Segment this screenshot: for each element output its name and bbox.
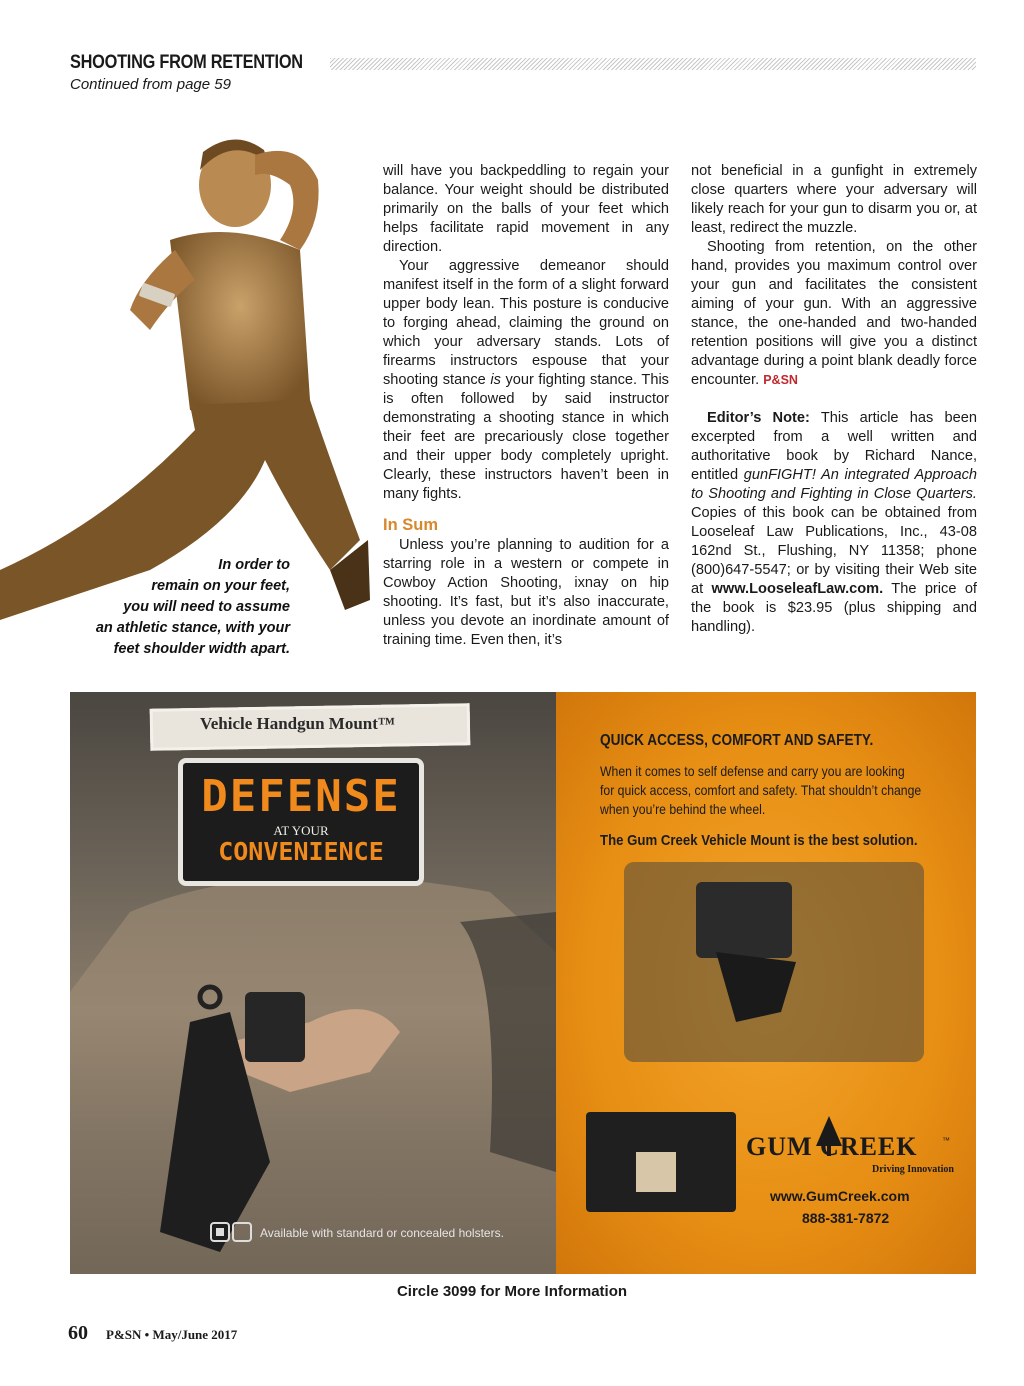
editor-label: Editor’s Note: xyxy=(707,410,810,426)
ad-best-solution: The Gum Creek Vehicle Mount is the best solution. xyxy=(600,832,918,849)
trademark: ™ xyxy=(942,1136,950,1145)
paragraph: will have you backpeddling to regain your balance. Your weight should be distributed primarily on the balls of your feet which helps facilitate rapid movement in any direction. xyxy=(383,163,669,255)
defense-word: DEFENSE xyxy=(201,771,401,822)
brand-logo: GUM CREEK xyxy=(746,1132,918,1161)
convenience-word: CONVENIENCE xyxy=(218,837,384,866)
product-name: Vehicle Handgun Mount™ xyxy=(200,714,395,733)
article-column-2 xyxy=(691,162,977,637)
publication-issue: P&SN • May/June 2017 xyxy=(106,1327,238,1342)
caption-line: an athletic stance, with your xyxy=(95,620,290,636)
header-rule xyxy=(330,58,976,70)
caption-line: In order to xyxy=(218,557,290,573)
article-column-1 xyxy=(383,162,669,650)
ad-body-line: for quick access, comfort and safety. That shouldn’t change xyxy=(600,783,922,798)
end-mark: P&SN xyxy=(763,373,798,387)
continued-note: Continued from page 59 xyxy=(70,76,231,93)
text-run: Your aggressive demeanor should manifest itself in the form of a slight forward upper body lean. This posture is conducive to forging ahead, claiming the ground on which your adversary stands. Lots of firearms instructors espouse that your shooting stance xyxy=(383,258,669,388)
website-link[interactable]: www.LooseleafLaw.com. xyxy=(711,581,884,597)
paragraph: not beneficial in a gunfight in extremely close quarters where your adversary will likely reach for your gun to disarm you or, at least, redirect the muzzle. xyxy=(691,163,977,236)
at-your-word: AT YOUR xyxy=(273,823,329,838)
text-run: Copies of this book can be obtained from Looseleaf Law Publications, Inc., 43-08 162nd St., Flushing, NY 11358; phone (800)647-5547; or by visiting their Web site at xyxy=(691,505,977,597)
ad-website[interactable]: www.GumCreek.com xyxy=(770,1188,910,1204)
paragraph xyxy=(383,257,669,504)
caption-line: remain on your feet, xyxy=(151,578,290,594)
subheading: In Sum xyxy=(383,516,439,534)
caption-line: you will need to assume xyxy=(123,599,290,615)
emphasis: is xyxy=(490,372,501,388)
gum-creek-ad xyxy=(70,692,976,1274)
editors-note xyxy=(691,409,977,637)
photo-caption xyxy=(70,555,290,660)
availability-note: Available with standard or concealed holsters. xyxy=(260,1226,504,1240)
page-number: 60 xyxy=(68,1322,88,1344)
reader-service-note: Circle 3099 for More Information xyxy=(396,1283,628,1300)
caption-line: feet shoulder width apart. xyxy=(113,641,290,657)
holster-icon xyxy=(210,1222,254,1244)
ad-body xyxy=(600,762,924,819)
ad-phone: 888-381-7872 xyxy=(802,1210,890,1226)
brand-tagline: Driving Innovation xyxy=(872,1164,954,1175)
text-run: The price of the book is $23.95 (plus shipping and handling). xyxy=(691,581,977,635)
text-run: This article has been excerpted from a well written and authoritative book by Richard Nance, entitled xyxy=(691,410,978,483)
book-title: gunFIGHT! An integrated Approach to Shooting and Fighting in Close Quarters. xyxy=(691,467,977,502)
text-run: your fighting stance. This is often followed by said instructor demonstrating a shooting stance in which their feet are precariously close together and their upper body completely upright. Clearly, these instructors haven’t been in many fights. xyxy=(383,372,669,502)
ad-photo-panel xyxy=(70,692,556,1274)
ad-body-line: when you’re behind the wheel. xyxy=(600,802,766,817)
paragraph xyxy=(691,238,977,390)
ad-body-line: When it comes to self defense and carry you are looking xyxy=(600,764,905,779)
defense-logo xyxy=(178,758,424,886)
ad-headline: QUICK ACCESS, COMFORT AND SAFETY. xyxy=(600,732,874,749)
paragraph: Unless you’re planning to audition for a starring role in a western or compete in Cowboy Action Shooting, ixnay on hip shooting. It’s fast, but it’s also inaccurate, unless you devote an inordinate amount of training time. Even then, it’s xyxy=(383,537,669,648)
article-title: SHOOTING FROM RETENTION xyxy=(70,52,303,73)
text-run: Shooting from retention, on the other hand, provides you maximum control over your gun and facilitates the consistent aiming of your gun. With an aggressive stance, the one-handed and two-handed retention positions will give you a distinct advantage during a point blank deadly force encounter. xyxy=(691,239,977,388)
